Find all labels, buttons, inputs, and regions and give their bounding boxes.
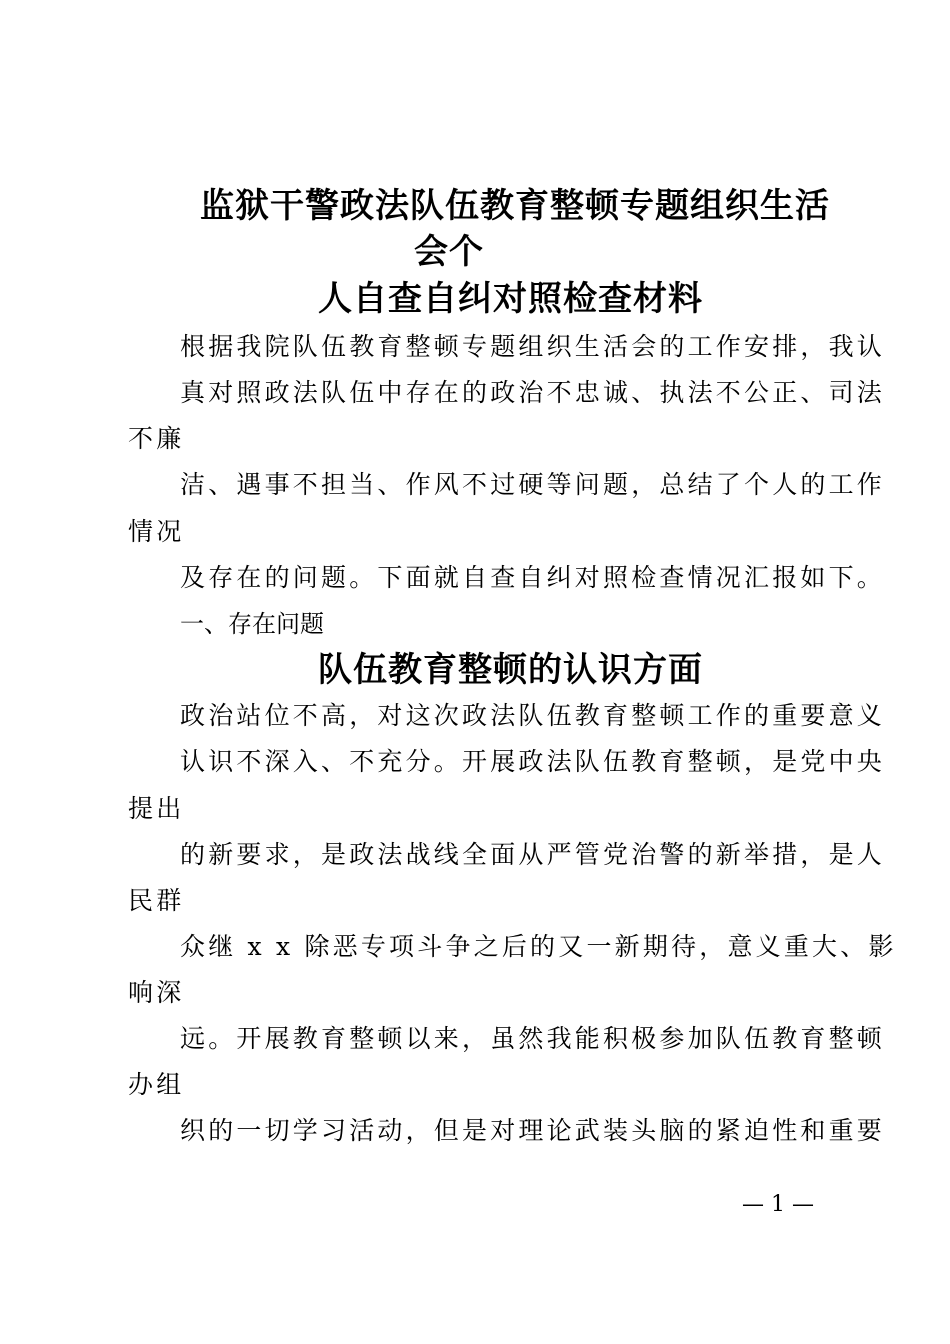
intro-line: 及存在的问题。下面就自查自纠对照检查情况汇报如下。: [180, 563, 886, 592]
body-line: 的新要求，是政法战线全面从严管党治警的新举措，是人: [180, 840, 886, 869]
document-title-line-1: 监狱干警政法队伍教育整顿专题组织生活: [200, 186, 830, 226]
section-heading: 一、存在问题: [180, 610, 324, 638]
intro-line: 不廉: [128, 424, 185, 453]
body-line: 远。开展教育整顿以来，虽然我能积极参加队伍教育整顿: [180, 1024, 886, 1053]
document-title-line-3: 人自查自纠对照检查材料: [318, 279, 703, 319]
body-line: 办组: [128, 1070, 185, 1099]
body-line: 提出: [128, 794, 185, 823]
page-number: — 1 —: [742, 1192, 814, 1217]
body-line: 认识不深入、不充分。开展政法队伍教育整顿，是党中央: [180, 747, 886, 776]
subheading: 队伍教育整顿的认识方面: [318, 650, 703, 690]
body-line: 民群: [128, 886, 185, 915]
intro-line: 根据我院队伍教育整顿专题组织生活会的工作安排，我认: [180, 332, 886, 361]
document-title-line-2: 会个: [414, 232, 484, 272]
body-line: 织的一切学习活动，但是对理论武装头脑的紧迫性和重要: [180, 1116, 886, 1145]
body-line: 众继 x x 除恶专项斗争之后的又一新期待，意义重大、影: [180, 932, 897, 961]
intro-line: 真对照政法队伍中存在的政治不忠诚、执法不公正、司法: [180, 378, 886, 407]
intro-line: 情况: [128, 517, 185, 546]
intro-line: 洁、遇事不担当、作风不过硬等问题，总结了个人的工作: [180, 470, 886, 499]
body-line: 政治站位不高，对这次政法队伍教育整顿工作的重要意义: [180, 701, 886, 730]
body-line: 响深: [128, 978, 185, 1007]
